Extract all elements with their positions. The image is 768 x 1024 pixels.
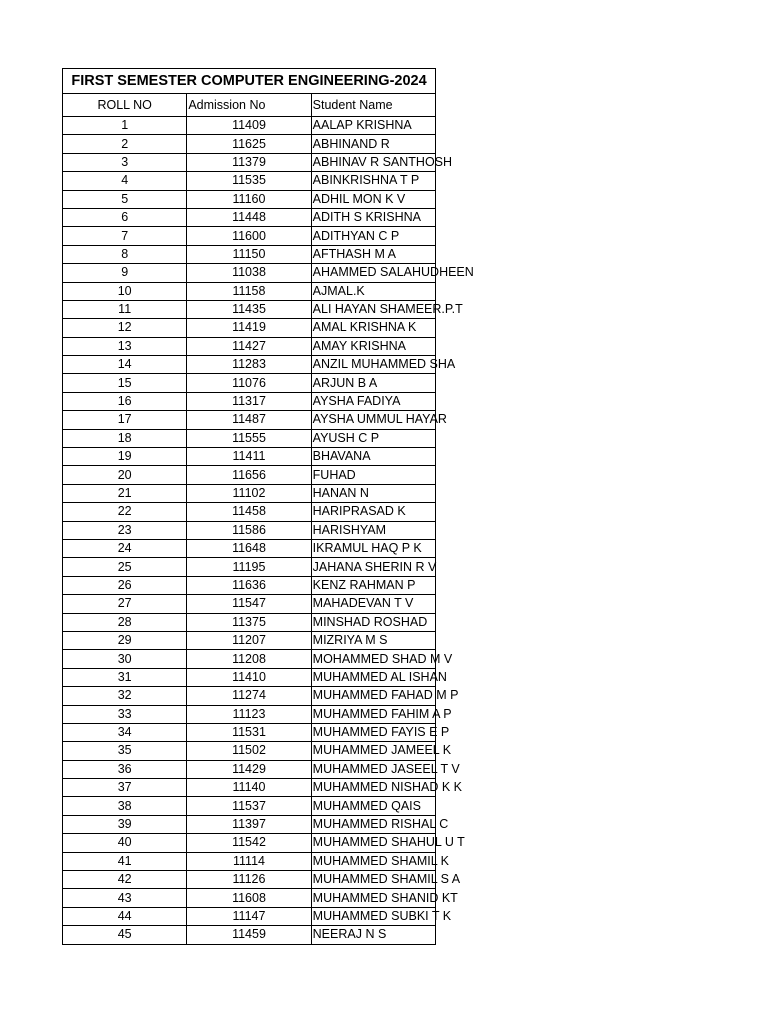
- roll-no-cell: 34: [63, 723, 187, 741]
- table-row: [63, 319, 436, 337]
- table-row: [63, 300, 436, 318]
- admission-no-cell: 11586: [187, 521, 311, 539]
- table-row: [63, 429, 436, 447]
- student-name-cell: MUHAMMED SUBKI T K: [311, 907, 435, 925]
- roll-no-cell: 16: [63, 392, 187, 410]
- admission-no-cell: 11427: [187, 337, 311, 355]
- table-row: [63, 705, 436, 723]
- student-name-cell: ABHINAV R SANTHOSH: [311, 153, 435, 171]
- admission-no-cell: 11448: [187, 208, 311, 226]
- admission-no-cell: 11502: [187, 742, 311, 760]
- roll-no-cell: 36: [63, 760, 187, 778]
- student-name-cell: ABINKRISHNA T P: [311, 172, 435, 190]
- student-name-cell: MUHAMMED FAYIS E P: [311, 723, 435, 741]
- roll-no-cell: 27: [63, 595, 187, 613]
- roll-no-cell: 12: [63, 319, 187, 337]
- roll-no-cell: 10: [63, 282, 187, 300]
- table-row: [63, 576, 436, 594]
- student-name-cell: AYUSH C P: [311, 429, 435, 447]
- student-name-cell: AFTHASH M A: [311, 245, 435, 263]
- admission-no-cell: 11600: [187, 227, 311, 245]
- roll-no-cell: 41: [63, 852, 187, 870]
- student-name-cell: MUHAMMED QAIS: [311, 797, 435, 815]
- admission-no-cell: 11038: [187, 264, 311, 282]
- table-row: [63, 613, 436, 631]
- table-row: [63, 503, 436, 521]
- roll-no-cell: 23: [63, 521, 187, 539]
- table-row: [63, 466, 436, 484]
- student-name-cell: HARISHYAM: [311, 521, 435, 539]
- roll-no-cell: 19: [63, 448, 187, 466]
- admission-no-cell: 11535: [187, 172, 311, 190]
- student-name-cell: HARIPRASAD K: [311, 503, 435, 521]
- student-name-cell: AMAL KRISHNA K: [311, 319, 435, 337]
- table-row: [63, 815, 436, 833]
- student-name-cell: MUHAMMED JAMEEL K: [311, 742, 435, 760]
- roll-no-cell: 42: [63, 871, 187, 889]
- roll-no-cell: 2: [63, 135, 187, 153]
- roll-no-cell: 8: [63, 245, 187, 263]
- roll-no-cell: 26: [63, 576, 187, 594]
- roll-no-cell: 38: [63, 797, 187, 815]
- admission-no-cell: 11150: [187, 245, 311, 263]
- table-row: [63, 392, 436, 410]
- admission-no-cell: 11458: [187, 503, 311, 521]
- table-row: [63, 650, 436, 668]
- table-row: [63, 668, 436, 686]
- student-name-cell: AHAMMED SALAHUDHEEN: [311, 264, 435, 282]
- roll-no-cell: 20: [63, 466, 187, 484]
- roll-no-cell: 39: [63, 815, 187, 833]
- table-body: [63, 117, 474, 945]
- student-name-cell: AMAY KRISHNA: [311, 337, 435, 355]
- student-name-cell: MUHAMMED SHAMIL K: [311, 852, 435, 870]
- roll-no-cell: 30: [63, 650, 187, 668]
- header-admission-no: Admission No: [187, 94, 311, 117]
- admission-no-cell: 11274: [187, 687, 311, 705]
- admission-no-cell: 11419: [187, 319, 311, 337]
- admission-no-cell: 11459: [187, 926, 311, 944]
- roll-no-cell: 14: [63, 356, 187, 374]
- admission-no-cell: 11409: [187, 117, 311, 135]
- roll-no-cell: 33: [63, 705, 187, 723]
- table-row: [63, 723, 436, 741]
- student-name-cell: AYSHA FADIYA: [311, 392, 435, 410]
- student-name-cell: MAHADEVAN T V: [311, 595, 435, 613]
- table-row: [63, 539, 436, 557]
- admission-no-cell: 11375: [187, 613, 311, 631]
- admission-no-cell: 11429: [187, 760, 311, 778]
- table-row: [63, 190, 436, 208]
- table-row: [63, 834, 436, 852]
- roll-no-cell: 32: [63, 687, 187, 705]
- admission-no-cell: 11076: [187, 374, 311, 392]
- table-row: [63, 227, 436, 245]
- table-row: [63, 871, 436, 889]
- admission-no-cell: 11114: [187, 852, 311, 870]
- admission-no-cell: 11195: [187, 558, 311, 576]
- sheet-title: FIRST SEMESTER COMPUTER ENGINEERING-2024: [63, 69, 436, 94]
- student-name-cell: IKRAMUL HAQ P K: [311, 539, 435, 557]
- table-row: [63, 521, 436, 539]
- roll-no-cell: 4: [63, 172, 187, 190]
- table-row: [63, 282, 436, 300]
- student-table: [62, 68, 474, 945]
- roll-no-cell: 22: [63, 503, 187, 521]
- table-row: [63, 172, 436, 190]
- admission-no-cell: 11531: [187, 723, 311, 741]
- admission-no-cell: 11126: [187, 871, 311, 889]
- student-name-cell: ALI HAYAN SHAMEER.P.T: [311, 300, 435, 318]
- table-row: [63, 356, 436, 374]
- student-name-cell: MINSHAD ROSHAD: [311, 613, 435, 631]
- roll-no-cell: 17: [63, 411, 187, 429]
- student-name-cell: MUHAMMED NISHAD K K: [311, 779, 435, 797]
- roll-no-cell: 37: [63, 779, 187, 797]
- roll-no-cell: 29: [63, 631, 187, 649]
- roll-no-cell: 21: [63, 484, 187, 502]
- table-row: [63, 264, 436, 282]
- student-name-cell: ADITHYAN C P: [311, 227, 435, 245]
- student-name-cell: KENZ RAHMAN P: [311, 576, 435, 594]
- student-name-cell: MIZRIYA M S: [311, 631, 435, 649]
- header-roll-no: ROLL NO: [63, 94, 187, 117]
- student-name-cell: MUHAMMED SHAMIL S A: [311, 871, 435, 889]
- admission-no-cell: 11656: [187, 466, 311, 484]
- admission-no-cell: 11147: [187, 907, 311, 925]
- admission-no-cell: 11317: [187, 392, 311, 410]
- admission-no-cell: 11208: [187, 650, 311, 668]
- roll-no-cell: 15: [63, 374, 187, 392]
- table-row: [63, 245, 436, 263]
- student-name-cell: MUHAMMED RISHAL C: [311, 815, 435, 833]
- student-name-cell: AALAP KRISHNA: [311, 117, 435, 135]
- table-row: [63, 448, 436, 466]
- roll-no-cell: 9: [63, 264, 187, 282]
- roll-no-cell: 7: [63, 227, 187, 245]
- student-name-cell: MUHAMMED JASEEL T V: [311, 760, 435, 778]
- admission-no-cell: 11625: [187, 135, 311, 153]
- admission-no-cell: 11283: [187, 356, 311, 374]
- roll-no-cell: 40: [63, 834, 187, 852]
- table-row: [63, 374, 436, 392]
- student-list-sheet: [62, 68, 474, 945]
- student-name-cell: AJMAL.K: [311, 282, 435, 300]
- admission-no-cell: 11207: [187, 631, 311, 649]
- roll-no-cell: 5: [63, 190, 187, 208]
- admission-no-cell: 11379: [187, 153, 311, 171]
- roll-no-cell: 18: [63, 429, 187, 447]
- table-row: [63, 337, 436, 355]
- table-row: [63, 742, 436, 760]
- student-name-cell: ADITH S KRISHNA: [311, 208, 435, 226]
- student-name-cell: ARJUN B A: [311, 374, 435, 392]
- admission-no-cell: 11158: [187, 282, 311, 300]
- roll-no-cell: 1: [63, 117, 187, 135]
- table-row: [63, 153, 436, 171]
- student-name-cell: ANZIL MUHAMMED SHA: [311, 356, 435, 374]
- roll-no-cell: 6: [63, 208, 187, 226]
- student-name-cell: MUHAMMED SHANID KT: [311, 889, 435, 907]
- roll-no-cell: 24: [63, 539, 187, 557]
- header-student-name: Student Name: [311, 94, 435, 117]
- table-row: [63, 926, 436, 944]
- roll-no-cell: 45: [63, 926, 187, 944]
- table-row: [63, 687, 436, 705]
- student-name-cell: BHAVANA: [311, 448, 435, 466]
- admission-no-cell: 11397: [187, 815, 311, 833]
- student-name-cell: ABHINAND R: [311, 135, 435, 153]
- title-row: [63, 69, 436, 94]
- admission-no-cell: 11140: [187, 779, 311, 797]
- admission-no-cell: 11537: [187, 797, 311, 815]
- student-name-cell: NEERAJ N S: [311, 926, 435, 944]
- roll-no-cell: 43: [63, 889, 187, 907]
- student-name-cell: ADHIL MON K V: [311, 190, 435, 208]
- admission-no-cell: 11160: [187, 190, 311, 208]
- student-name-cell: MUHAMMED SHAHUL U T: [311, 834, 435, 852]
- table-row: [63, 760, 436, 778]
- roll-no-cell: 44: [63, 907, 187, 925]
- table-row: [63, 117, 436, 135]
- header-row: [63, 94, 436, 117]
- admission-no-cell: 11435: [187, 300, 311, 318]
- roll-no-cell: 31: [63, 668, 187, 686]
- admission-no-cell: 11410: [187, 668, 311, 686]
- table-row: [63, 208, 436, 226]
- table-row: [63, 797, 436, 815]
- admission-no-cell: 11547: [187, 595, 311, 613]
- admission-no-cell: 11555: [187, 429, 311, 447]
- student-name-cell: MOHAMMED SHAD M V: [311, 650, 435, 668]
- table-row: [63, 595, 436, 613]
- admission-no-cell: 11542: [187, 834, 311, 852]
- admission-no-cell: 11608: [187, 889, 311, 907]
- admission-no-cell: 11123: [187, 705, 311, 723]
- student-name-cell: AYSHA UMMUL HAYAR: [311, 411, 435, 429]
- table-row: [63, 558, 436, 576]
- roll-no-cell: 13: [63, 337, 187, 355]
- table-row: [63, 631, 436, 649]
- admission-no-cell: 11411: [187, 448, 311, 466]
- table-row: [63, 852, 436, 870]
- roll-no-cell: 3: [63, 153, 187, 171]
- table-row: [63, 907, 436, 925]
- student-name-cell: FUHAD: [311, 466, 435, 484]
- student-name-cell: HANAN N: [311, 484, 435, 502]
- table-row: [63, 779, 436, 797]
- admission-no-cell: 11648: [187, 539, 311, 557]
- admission-no-cell: 11102: [187, 484, 311, 502]
- admission-no-cell: 11636: [187, 576, 311, 594]
- table-row: [63, 484, 436, 502]
- table-row: [63, 135, 436, 153]
- student-name-cell: JAHANA SHERIN R V: [311, 558, 435, 576]
- student-name-cell: MUHAMMED FAHAD M P: [311, 687, 435, 705]
- table-row: [63, 411, 436, 429]
- admission-no-cell: 11487: [187, 411, 311, 429]
- roll-no-cell: 25: [63, 558, 187, 576]
- roll-no-cell: 28: [63, 613, 187, 631]
- roll-no-cell: 35: [63, 742, 187, 760]
- student-name-cell: MUHAMMED FAHIM A P: [311, 705, 435, 723]
- student-name-cell: MUHAMMED AL ISHAN: [311, 668, 435, 686]
- roll-no-cell: 11: [63, 300, 187, 318]
- table-row: [63, 889, 436, 907]
